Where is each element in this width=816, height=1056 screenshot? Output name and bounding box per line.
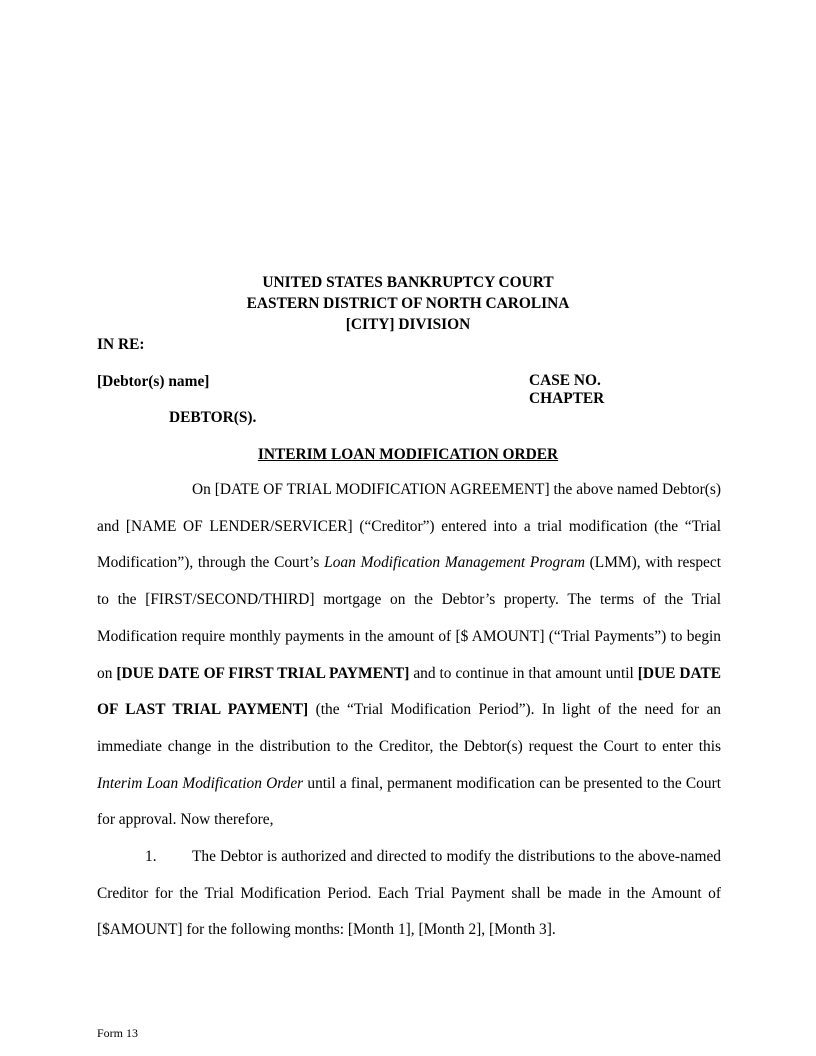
court-header bbox=[0, 272, 816, 335]
text-segment: (LMM), with respect to the [FIRST/SECOND/THIRD] mortgage on the Debtor’s property. The terms of the Trial Modification require monthly payments in the amount of [$ AMOUNT] (“Trial Payments”) to begin on bbox=[97, 554, 721, 682]
numbered-paragraph bbox=[97, 839, 721, 949]
court-district: EASTERN DISTRICT OF NORTH CAROLINA bbox=[246, 295, 570, 312]
paragraph-text: The Debtor is authorized and directed to modify the distributions to the above-named Creditor for the Trial Modification Period. Each Trial Payment shall be made in the Amount of [$AMOUNT] for the following months: [Month 1], [Month 2], [Month 3]. bbox=[97, 848, 721, 939]
debtor-name: [Debtor(s) name] bbox=[97, 373, 210, 390]
first-payment-date: [DUE DATE OF FIRST TRIAL PAYMENT] bbox=[116, 664, 410, 682]
last-payment-date: [DUE DATE OF LAST TRIAL PAYMENT] bbox=[97, 664, 721, 719]
program-name: Loan Modification Management Program bbox=[324, 554, 585, 572]
debtors-label: DEBTOR(S). bbox=[169, 409, 257, 426]
form-footer: Form 13 bbox=[97, 1026, 139, 1040]
text-segment: and to continue in that amount until bbox=[409, 664, 638, 682]
order-title: INTERIM LOAN MODIFICATION ORDER bbox=[257, 446, 559, 463]
court-name: UNITED STATES BANKRUPTCY COURT bbox=[262, 274, 554, 291]
order-name-italic: Interim Loan Modification Order bbox=[97, 774, 304, 792]
case-number-label: CASE NO. bbox=[529, 372, 601, 389]
in-re-label: IN RE: bbox=[97, 336, 145, 353]
intro-paragraph bbox=[97, 472, 721, 839]
paragraph-number: 1. bbox=[145, 848, 157, 866]
text-segment: On [DATE OF TRIAL MODIFICATION AGREEMENT] the above named Debtor(s) and [NAME OF LENDER/SERVICER] (“Creditor”) entered into a trial modification (the “Trial Modification”), through the Court’s bbox=[97, 481, 721, 572]
case-info bbox=[529, 372, 604, 408]
text-segment: until a final, permanent modification can be presented to the Court for approval. Now therefore, bbox=[97, 774, 721, 829]
order-body bbox=[97, 472, 721, 949]
text-segment: (the “Trial Modification Period”). In light of the need for an immediate change in the distribution to the Creditor, the Debtor(s) request the Court to enter this bbox=[97, 701, 721, 755]
chapter-label: CHAPTER bbox=[529, 390, 605, 407]
court-division: [CITY] DIVISION bbox=[345, 316, 471, 333]
